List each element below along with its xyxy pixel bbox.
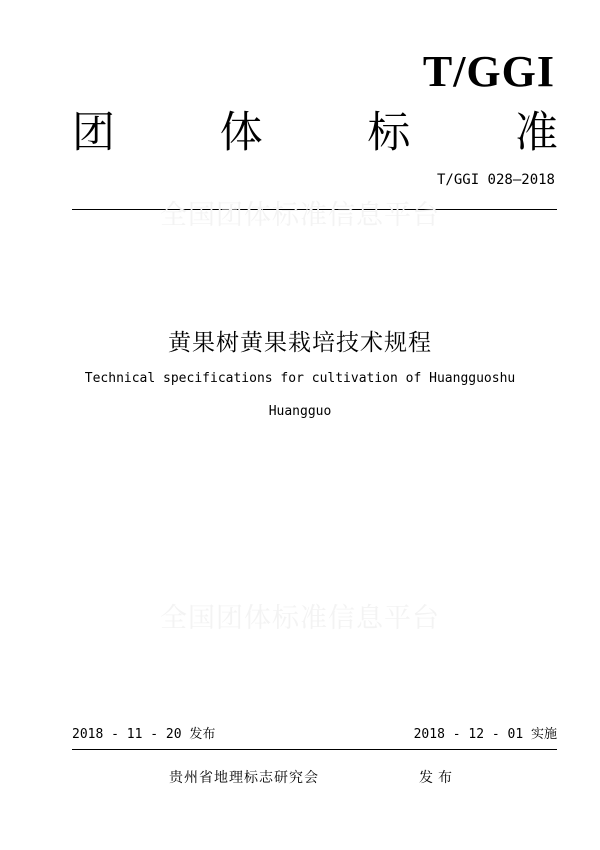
watermark-middle: 全国团体标准信息平台 [160, 603, 440, 634]
standard-type-char: 团 [72, 107, 115, 158]
document-title-english-line2: Huangguo [268, 404, 332, 419]
document-title-english-line1: Technical specifications for cultivation of Huangguoshu [84, 371, 516, 386]
bottom-divider [72, 749, 557, 750]
publish-label: 发布 [419, 770, 457, 786]
top-divider [72, 209, 557, 210]
standard-type-heading [72, 108, 558, 158]
standard-code-mark: T/GGI [422, 47, 555, 96]
standard-type-char: 标 [367, 107, 411, 158]
standard-type-char: 体 [219, 107, 263, 158]
document-title-chinese: 黄果树黄果栽培技术规程 [168, 330, 432, 356]
publisher-organization: 贵州省地理标志研究会 [169, 770, 319, 786]
implementation-date: 2018 - 12 - 01 实施 [413, 727, 557, 742]
standard-type-char: 准 [514, 107, 558, 158]
standard-number: T/GGI 028—2018 [436, 172, 555, 188]
issue-date: 2018 - 11 - 20 发布 [72, 727, 216, 742]
watermark-top: 全国团体标准信息平台 [160, 200, 440, 231]
